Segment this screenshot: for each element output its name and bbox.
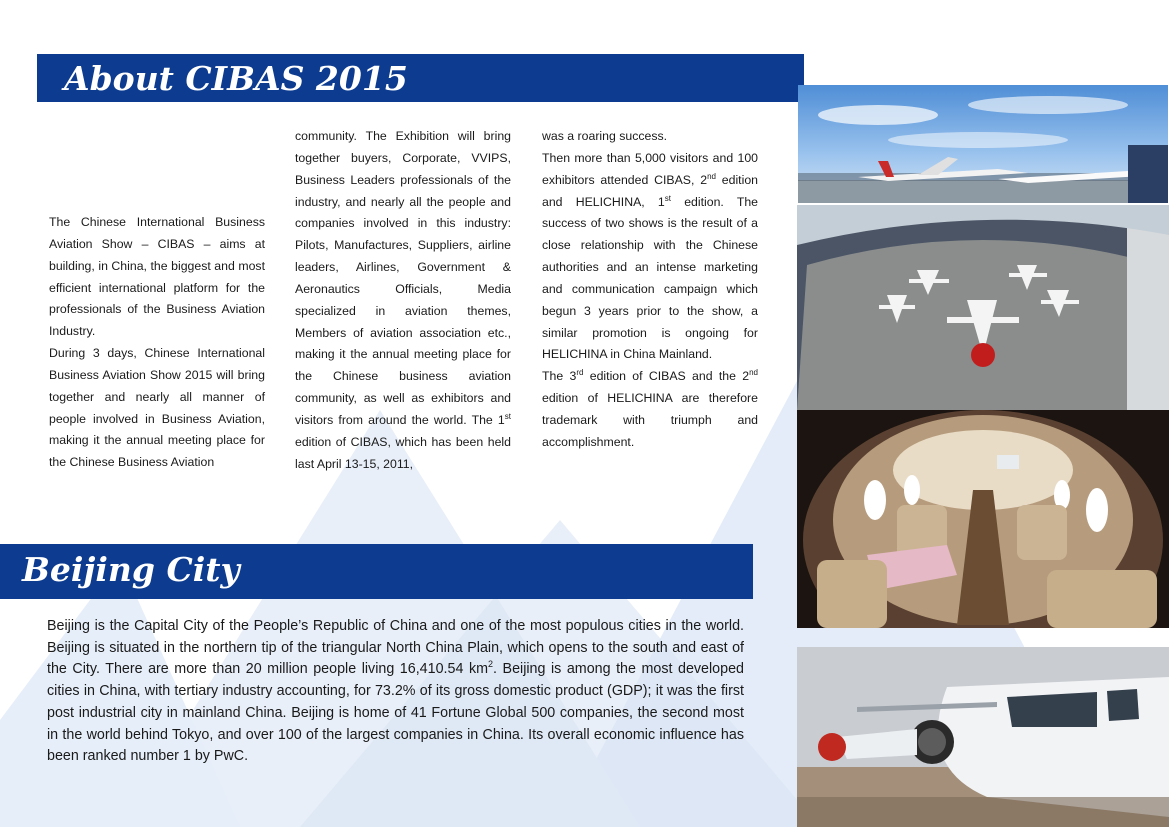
cabin-interior-photo	[797, 410, 1169, 628]
col3-sup-3: rd	[576, 368, 584, 378]
col3-line-1: was a roaring success.	[542, 129, 668, 143]
col3-text-5: The 3	[542, 369, 577, 384]
about-column-3	[542, 126, 758, 454]
beijing-text-2: . Beijing is among the most developed cities in China, with tertiary industry accounting, for 73.2% of its gross domestic product (GDP); it was the first post industrial city in mainland China. Beijing is home of 41 Fortune Global 500 companies, the second most in the world behind Tokyo, and over 100 of the largest companies in China. Its overall economic influence has been ranked number 1 by PwC.	[47, 661, 744, 765]
col3-paragraph-3	[542, 366, 758, 453]
apron-aerial-photo	[797, 205, 1169, 410]
beijing-title: Beijing City	[22, 550, 240, 589]
col2-paragraph	[295, 126, 511, 476]
col1-paragraph-1: The Chinese International Business Aviation Show – CIBAS – aims at building, in China, the biggest and most efficient international platform for the professionals of the Business Aviation Industry.	[49, 215, 265, 339]
col3-text-2: Then more than 5,000 visitors and 100 exhibitors attended CIBAS, 2	[542, 150, 758, 187]
about-column-1	[49, 212, 265, 474]
col3-text-6: edition of CIBAS and the 2	[583, 369, 750, 384]
beijing-text-1: Beijing is the Capital City of the People’s Republic of China and one of the most populous cities in the world. Beijing is situated in the northern tip of the triangular North China Plain, which opens to the south and east of the City. There are more than 20 million people living 16,410.54 km	[47, 618, 744, 678]
business-jet-photo	[797, 647, 1169, 827]
beijing-sup-1: 2	[488, 659, 494, 670]
col3-text-3: edition and HELICHINA, 1	[542, 172, 759, 209]
col3-sup-1: nd	[707, 171, 716, 181]
col2-text-2: edition of CIBAS, which has been held last April 13-15, 2011,	[295, 434, 511, 471]
col3-sup-4: nd	[749, 368, 758, 378]
about-title: About CIBAS 2015	[64, 59, 408, 98]
col1-paragraph-2: During 3 days, Chinese International Business Aviation Show 2015 will bring together and nearly all manner of people involved in Business Aviation, making it the annual meeting place for the Chinese Business Aviation	[49, 346, 265, 470]
about-column-2	[295, 126, 511, 476]
airshow-photo	[798, 85, 1168, 203]
col3-paragraph-2	[542, 148, 758, 366]
col3-text-7: edition of HELICHINA are therefore trademark with triumph and accomplishment.	[542, 391, 758, 449]
col2-sup-1: st	[504, 411, 511, 421]
col2-text-1: community. The Exhibition will bring together buyers, Corporate, VVIPS, Business Leaders professionals of the industry, and nearly all the people and companies involved in this industry: Pilots, Manufactures, Suppliers, airline leaders, Airlines, Government & Aeronautics Officials, Media specialized in aviation themes, Members of aviation association etc., making it the annual meeting place for the Chinese business aviation community, as well as exhibitors and visitors from around the world. The 1	[295, 129, 511, 427]
col3-text-4: edition. The success of two shows is the result of a close relationship with the Chinese authorities and an intense marketing and communication campaign which begun 3 years prior to the show, a similar promotion is ongoing for HELICHINA in China Mainland.	[542, 194, 759, 362]
col3-sup-2: st	[664, 193, 671, 203]
beijing-paragraph	[47, 616, 744, 768]
